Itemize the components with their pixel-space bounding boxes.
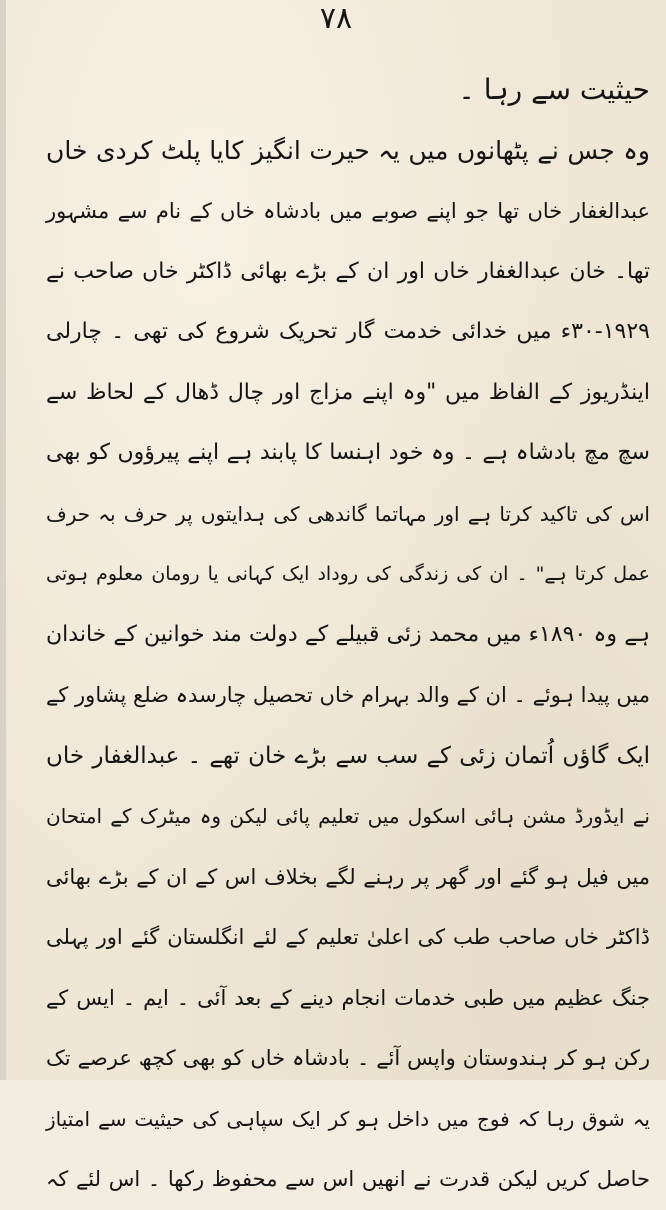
text-line: یہ شوق رہا کہ فوج میں داخل ہو کر ایک سپاہی کی حیثیت سے امتیاز — [46, 1106, 650, 1131]
text-line: سچ مچ بادشاہ ہے ۔ وہ خود اہنسا کا پابند ہے اپنے پیرؤوں کو بھی — [46, 440, 650, 465]
text-line: ہے وہ ۱۸۹۰ء میں محمد زئی قبیلے کے دولت مند خوانین کے خاندان — [46, 621, 650, 647]
text-line: جنگ عظیم میں طبی خدمات انجام دینے کے بعد آئی ۔ ایم ۔ ایس کے — [46, 985, 650, 1010]
text-line: وہ جس نے پٹھانوں میں یہ حیرت انگیز کایا پلٹ کردی خاں — [46, 135, 650, 165]
page-number: ۷۸ — [319, 1, 353, 36]
text-line: عمل کرتا ہے" ۔ ان کی زندگی کی روداد ایک کہانی یا رومان معلوم ہوتی — [46, 563, 650, 585]
body-text — [46, 60, 650, 1191]
text-line: حاصل کریں لیکن قدرت نے انھیں اس سے محفوظ رکھا ۔ اس لئے کہ — [46, 1167, 650, 1191]
text-line: عبدالغفار خاں تھا جو اپنے صوبے میں بادشاہ خاں کے نام سے مشہور — [46, 199, 650, 223]
text-line: میں پیدا ہوئے ۔ ان کے والد بہرام خاں تحصیل چارسدہ ضلع پشاور کے — [46, 683, 650, 707]
text-line: ایک گاؤں اُتمان زئی کے سب سے بڑے خان تھے ۔ عبدالغفار خاں — [46, 742, 650, 769]
text-line: میں فیل ہو گئے اور گھر پر رہنے لگے بخلاف اس کے ان کے بڑے بھائی — [46, 864, 650, 889]
text-line: تھا۔ خان عبدالغفار خاں اور ان کے بڑے بھائی ڈاکٹر خاں صاحب نے — [46, 258, 650, 284]
text-line: رکن ہو کر ہندوستان واپس آئے ۔ بادشاہ خاں کو بھی کچھ عرصے تک — [46, 1046, 650, 1070]
text-line: اس کی تاکید کرتا ہے اور مہاتما گاندھی کی ہدایتوں پر حرف بہ حرف — [46, 501, 650, 526]
text-line: اینڈریوز کے الفاظ میں "وہ اپنے مزاج اور چال ڈھال کے لحاظ سے — [46, 379, 650, 405]
text-line: ۳۰-۱۹۲۹ء میں خدائی خدمت گار تحریک شروع کی تھی ۔ چارلی — [46, 319, 650, 344]
text-line: حیثیت سے رہا ۔ — [458, 73, 650, 106]
text-line: نے ایڈورڈ مشن ہائی اسکول میں تعلیم پائی لیکن وہ میٹرک کے امتحان — [46, 804, 650, 828]
text-line: ڈاکٹر خاں صاحب طب کی اعلیٰ تعلیم کے لئے انگلستان گئے اور پہلی — [46, 925, 650, 949]
